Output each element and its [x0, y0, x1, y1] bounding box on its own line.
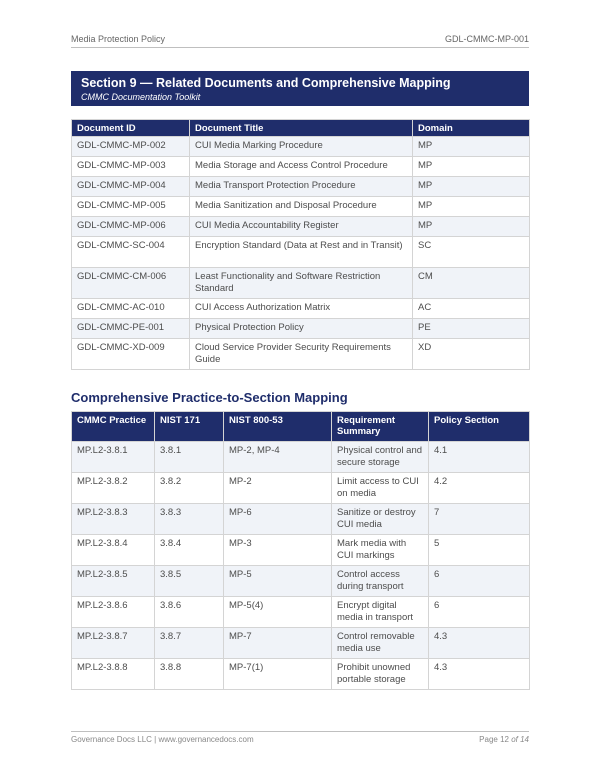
nist-800-53-cell: MP-2, MP-4: [224, 442, 332, 473]
table-row: [72, 339, 530, 370]
column-header-policy-section: Policy Section: [429, 412, 530, 442]
document-title-cell: Cloud Service Provider Security Requirements Guide: [190, 339, 413, 370]
nist-800-53-cell: MP-5: [224, 566, 332, 597]
nist-171-cell: 3.8.8: [155, 659, 224, 690]
document-title-cell: Media Storage and Access Control Procedure: [190, 157, 413, 177]
policy-section-cell: 5: [429, 535, 530, 566]
nist-171-cell: 3.8.3: [155, 504, 224, 535]
document-title-cell: Encryption Standard (Data at Rest and in Transit): [190, 237, 413, 268]
table-row: [72, 659, 530, 690]
document-id-cell: GDL-CMMC-MP-006: [72, 217, 190, 237]
requirement-summary-cell: Physical control and secure storage: [332, 442, 429, 473]
column-header-cmmc-practice: CMMC Practice: [72, 412, 155, 442]
domain-cell: CM: [413, 268, 530, 299]
document-id-cell: GDL-CMMC-MP-002: [72, 137, 190, 157]
section-subtitle: CMMC Documentation Toolkit: [81, 92, 201, 102]
table-header-row: [72, 120, 530, 137]
section-banner: [71, 71, 529, 106]
table-row: [72, 157, 530, 177]
domain-cell: MP: [413, 217, 530, 237]
policy-section-cell: 4.3: [429, 628, 530, 659]
table-row: [72, 137, 530, 157]
document-id-cell: GDL-CMMC-MP-004: [72, 177, 190, 197]
nist-800-53-cell: MP-7(1): [224, 659, 332, 690]
page-footer: [71, 731, 529, 749]
nist-800-53-cell: MP-6: [224, 504, 332, 535]
document-title-cell: CUI Access Authorization Matrix: [190, 299, 413, 319]
nist-171-cell: 3.8.1: [155, 442, 224, 473]
column-header-requirement-summary: Requirement Summary: [332, 412, 429, 442]
nist-800-53-cell: MP-5(4): [224, 597, 332, 628]
domain-cell: MP: [413, 137, 530, 157]
nist-171-cell: 3.8.6: [155, 597, 224, 628]
policy-section-cell: 7: [429, 504, 530, 535]
table-header-row: [72, 412, 530, 442]
nist-800-53-cell: MP-7: [224, 628, 332, 659]
table-row: [72, 628, 530, 659]
requirement-summary-cell: Encrypt digital media in transport: [332, 597, 429, 628]
page-number-total: of 14: [511, 735, 529, 744]
column-header-nist-171: NIST 171: [155, 412, 224, 442]
table-row: [72, 197, 530, 217]
footer-company-info: Governance Docs LLC | www.governancedocs.com: [71, 735, 254, 744]
cmmc-practice-cell: MP.L2-3.8.2: [72, 473, 155, 504]
document-title-cell: Media Transport Protection Procedure: [190, 177, 413, 197]
domain-cell: MP: [413, 177, 530, 197]
table-row: [72, 217, 530, 237]
document-title-cell: CUI Media Marking Procedure: [190, 137, 413, 157]
policy-section-cell: 4.2: [429, 473, 530, 504]
domain-cell: PE: [413, 319, 530, 339]
nist-171-cell: 3.8.4: [155, 535, 224, 566]
practice-mapping-table: [71, 411, 530, 690]
document-title-cell: Physical Protection Policy: [190, 319, 413, 339]
nist-800-53-cell: MP-2: [224, 473, 332, 504]
domain-cell: AC: [413, 299, 530, 319]
policy-section-cell: 4.1: [429, 442, 530, 473]
page-header: [71, 34, 529, 48]
requirement-summary-cell: Prohibit unowned portable storage: [332, 659, 429, 690]
document-id-cell: GDL-CMMC-SC-004: [72, 237, 190, 268]
page-number: [479, 735, 529, 744]
requirement-summary-cell: Control removable media use: [332, 628, 429, 659]
policy-section-cell: 4.3: [429, 659, 530, 690]
document-id-cell: GDL-CMMC-CM-006: [72, 268, 190, 299]
page-number-current: Page 12: [479, 735, 509, 744]
requirement-summary-cell: Limit access to CUI on media: [332, 473, 429, 504]
column-header-document-id: Document ID: [72, 120, 190, 137]
table-row: [72, 237, 530, 268]
table-row: [72, 566, 530, 597]
table-row: [72, 473, 530, 504]
cmmc-practice-cell: MP.L2-3.8.5: [72, 566, 155, 597]
column-header-nist-800-53: NIST 800-53: [224, 412, 332, 442]
domain-cell: MP: [413, 157, 530, 177]
cmmc-practice-cell: MP.L2-3.8.8: [72, 659, 155, 690]
requirement-summary-cell: Control access during transport: [332, 566, 429, 597]
table-row: [72, 597, 530, 628]
header-document-name: Media Protection Policy: [71, 34, 166, 44]
table-row: [72, 268, 530, 299]
table-row: [72, 442, 530, 473]
related-documents-table: [71, 119, 530, 370]
document-id-cell: GDL-CMMC-MP-005: [72, 197, 190, 217]
document-id-cell: GDL-CMMC-XD-009: [72, 339, 190, 370]
requirement-summary-cell: Mark media with CUI markings: [332, 535, 429, 566]
policy-section-cell: 6: [429, 566, 530, 597]
section-title: Section 9 — Related Documents and Comprehensive Mapping: [81, 76, 451, 90]
policy-section-cell: 6: [429, 597, 530, 628]
nist-800-53-cell: MP-3: [224, 535, 332, 566]
document-title-cell: Media Sanitization and Disposal Procedure: [190, 197, 413, 217]
nist-171-cell: 3.8.7: [155, 628, 224, 659]
document-title-cell: Least Functionality and Software Restriction Standard: [190, 268, 413, 299]
domain-cell: MP: [413, 197, 530, 217]
mapping-section-heading: Comprehensive Practice-to-Section Mapping: [71, 390, 348, 405]
table-row: [72, 319, 530, 339]
cmmc-practice-cell: MP.L2-3.8.7: [72, 628, 155, 659]
cmmc-practice-cell: MP.L2-3.8.3: [72, 504, 155, 535]
column-header-domain: Domain: [413, 120, 530, 137]
document-id-cell: GDL-CMMC-AC-010: [72, 299, 190, 319]
document-id-cell: GDL-CMMC-MP-003: [72, 157, 190, 177]
table-row: [72, 177, 530, 197]
cmmc-practice-cell: MP.L2-3.8.1: [72, 442, 155, 473]
table-row: [72, 504, 530, 535]
table-row: [72, 535, 530, 566]
table-row: [72, 299, 530, 319]
cmmc-practice-cell: MP.L2-3.8.4: [72, 535, 155, 566]
nist-171-cell: 3.8.5: [155, 566, 224, 597]
nist-171-cell: 3.8.2: [155, 473, 224, 504]
document-title-cell: CUI Media Accountability Register: [190, 217, 413, 237]
domain-cell: SC: [413, 237, 530, 268]
document-id-cell: GDL-CMMC-PE-001: [72, 319, 190, 339]
header-document-id: GDL-CMMC-MP-001: [444, 34, 529, 44]
column-header-document-title: Document Title: [190, 120, 413, 137]
domain-cell: XD: [413, 339, 530, 370]
requirement-summary-cell: Sanitize or destroy CUI media: [332, 504, 429, 535]
cmmc-practice-cell: MP.L2-3.8.6: [72, 597, 155, 628]
